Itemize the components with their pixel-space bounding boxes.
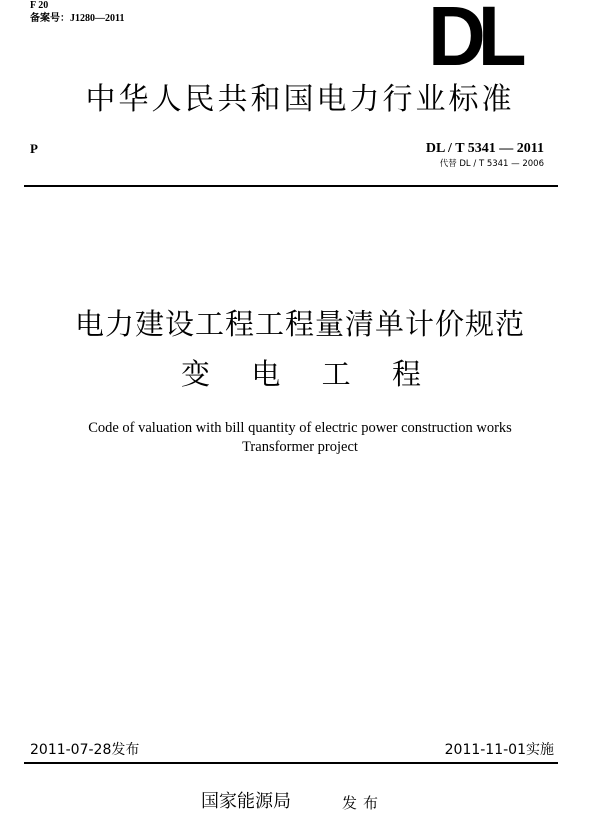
subtitle-char: 程 [391, 357, 421, 391]
document-subtitle-zh [181, 356, 421, 392]
document-title-zh: 电力建设工程工程量清单计价规范 [74, 307, 525, 341]
filing-number: 备案号：J1280—2011 [30, 13, 125, 24]
dl-logo-text: DL [428, 0, 519, 83]
issuer-title: 中华人民共和国电力行业标准 [85, 82, 515, 117]
publisher-name: 国家能源局 [201, 791, 291, 812]
implementation-date: 2011-11-01实施 [444, 742, 554, 758]
classification-code: P [30, 141, 38, 156]
document-title-en: Code of valuation with bill quantity of electric power construction works [88, 420, 512, 436]
supersedes-note: 代替 DL / T 5341 — 2006 [439, 159, 544, 169]
subtitle-char: 电 [251, 357, 281, 391]
ics-code: F 20 [30, 0, 49, 11]
header-divider [24, 185, 558, 187]
dl-logo [428, 0, 556, 83]
standard-number: DL / T 5341 — 2011 [425, 141, 544, 156]
issue-date: 2011-07-28发布 [30, 742, 140, 758]
document-subtitle-en: Transformer project [242, 439, 358, 455]
footer-divider [24, 762, 558, 764]
subtitle-char: 工 [321, 357, 351, 391]
publish-label: 发布 [342, 794, 385, 812]
subtitle-char: 变 [181, 357, 211, 391]
